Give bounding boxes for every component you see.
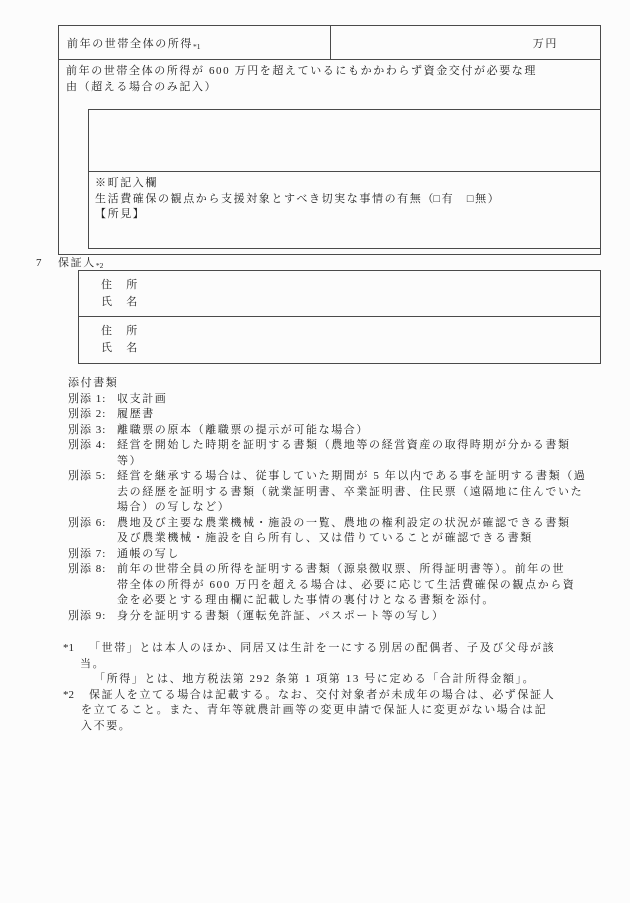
income-label: 前年の世帯全体の所得 xyxy=(67,38,193,50)
guarantor-entry-row-2[interactable] xyxy=(79,317,600,363)
reason-entry-area[interactable] xyxy=(89,110,600,172)
reason-entry-box xyxy=(88,109,600,249)
opinion-label: 【所見】 xyxy=(95,208,146,220)
attachment-item-label: 別添 7: xyxy=(68,547,107,560)
guarantor-title-footnote-ref: *2 xyxy=(95,261,104,270)
attachment-item-text: 経営を継承する場合は、従事していた期間が 5 年以内である事を証明する書類（過 xyxy=(117,470,587,482)
address-label: 住 所 xyxy=(101,325,139,337)
attachment-item-line: 場合）の写しなど） xyxy=(117,501,231,513)
footnote-line: 入不要。 xyxy=(81,719,132,732)
attachment-item-line: 等） xyxy=(117,454,143,467)
attachment-item-label: 別添 3: xyxy=(68,423,107,436)
attachment-item-line xyxy=(68,392,603,408)
attachment-item-label: 別添 8: xyxy=(68,563,107,575)
guarantor-title: 保証人 xyxy=(58,257,96,269)
reason-heading-line1: 前年の世帯全体の所得が 600 万円を超えているにもかかわらず資金交付が必要な理 xyxy=(66,65,537,77)
attachment-item-line xyxy=(68,516,603,532)
attachment-item-line: 去の経歴を証明する書類（就業証明書、卒業証明書、住民票（遠隔地に住んでいた xyxy=(117,485,584,498)
attachment-item-text: 離職票の原本（離職票の提示が可能な場合） xyxy=(117,423,369,436)
footnote-text: 保証人を立てる場合は記載する。なお、交付対象者が未成年の場合は、必ず保証人 xyxy=(89,688,556,701)
town-memo-area xyxy=(89,172,600,223)
income-label-cell xyxy=(59,26,331,59)
attachment-item-text: 農地及び主要な農業機械・施設の一覧、農地の権利設定の状況が確認できる書類 xyxy=(117,516,571,529)
reason-cell xyxy=(59,60,600,254)
attachment-item-text: 通帳の写し xyxy=(117,547,180,560)
attachment-item-line: 金を必要とする理由欄に記載した事情の裏付けとなる書類を添付。 xyxy=(117,594,495,606)
checkbox-spacer xyxy=(454,193,467,205)
attachment-item-line xyxy=(68,407,603,423)
guarantor-entry-row-1[interactable] xyxy=(79,271,600,317)
attachment-item-line: 帯全体の所得が 600 万円を超える場合は、必要に応じて生活費確保の観点から資 xyxy=(117,578,576,591)
attachment-item-line xyxy=(68,469,603,485)
footnote-marker: *2 xyxy=(63,688,74,701)
checkbox-presence-no[interactable]: □無 xyxy=(466,192,488,205)
reason-heading xyxy=(59,60,600,95)
attachment-item-line xyxy=(68,423,603,439)
income-reason-table xyxy=(58,25,601,255)
attachment-item-label: 別添 9: xyxy=(68,609,107,622)
attachment-item-line xyxy=(68,547,603,563)
attachment-item-text: 経営を開始した時期を証明する書類（農地等の経営資産の取得時期が分かる書類 xyxy=(117,439,571,451)
checkbox-presence-yes[interactable]: □有 xyxy=(433,192,455,205)
income-amount-field[interactable] xyxy=(331,26,600,59)
town-box-title: ※町記入欄 xyxy=(95,177,158,189)
income-unit-label: 万円 xyxy=(532,38,558,50)
attachment-item-label: 別添 4: xyxy=(68,439,107,451)
name-label: 氏 名 xyxy=(101,342,139,354)
attachment-item-text: 前年の世帯全員の所得を証明する書類（源泉徴収票、所得証明書等）。前年の世 xyxy=(117,563,566,575)
support-presence-statement: 生活費確保の観点から支援対象とすべき切実な事情の有無 xyxy=(95,192,423,205)
footnotes xyxy=(63,641,603,734)
support-presence-line xyxy=(95,192,594,208)
reason-heading-line2: 由（超える場合のみ記入） xyxy=(66,80,218,93)
paren-open: （ xyxy=(422,192,434,205)
attachment-item-label: 別添 2: xyxy=(68,408,107,420)
guarantor-box xyxy=(78,270,601,364)
address-label: 住 所 xyxy=(101,279,139,291)
paren-close: ） xyxy=(487,192,499,205)
attachment-item-label: 別添 5: xyxy=(68,470,107,482)
attachment-item-text: 収支計画 xyxy=(117,392,168,405)
attachment-item-line xyxy=(68,562,603,578)
attachments-list xyxy=(68,376,603,624)
income-label-footnote-ref: *1 xyxy=(193,42,201,51)
attachment-item-label: 別添 6: xyxy=(68,516,107,529)
attachment-item-line xyxy=(68,438,603,454)
footnote-line: 当。 xyxy=(80,657,106,670)
attachment-item-text: 履歴書 xyxy=(117,408,155,420)
attachment-item-text: 身分を証明する書類（運転免許証、パスポート等の写し） xyxy=(117,609,445,622)
footnote-line: を立てること。また、青年等就農計画等の変更申請で保証人に変更がない場合は記 xyxy=(81,704,548,716)
attachments-heading: 添付書類 xyxy=(68,377,119,389)
guarantor-heading xyxy=(36,254,103,270)
income-row xyxy=(59,26,600,60)
attachment-item-line: 及び農業機械・施設を自ら所有し、又は借りていることが確認できる書類 xyxy=(117,532,533,544)
name-label: 氏 名 xyxy=(101,296,139,308)
footnote-line xyxy=(63,641,603,657)
footnote-line xyxy=(63,688,603,704)
footnote-marker: *1 xyxy=(63,642,74,654)
footnote-text: 「世帯」とは本人のほか、同居又は生計を一にする別居の配偶者、子及び父母が該 xyxy=(89,642,556,654)
footnote-line: 「所得」とは、地方税法第 292 条第 1 項第 13 号に定める「合計所得金額」。 xyxy=(94,673,536,685)
attachment-item-label: 別添 1: xyxy=(68,392,107,405)
section-number: 7 xyxy=(36,257,42,269)
attachment-item-line xyxy=(68,609,603,625)
